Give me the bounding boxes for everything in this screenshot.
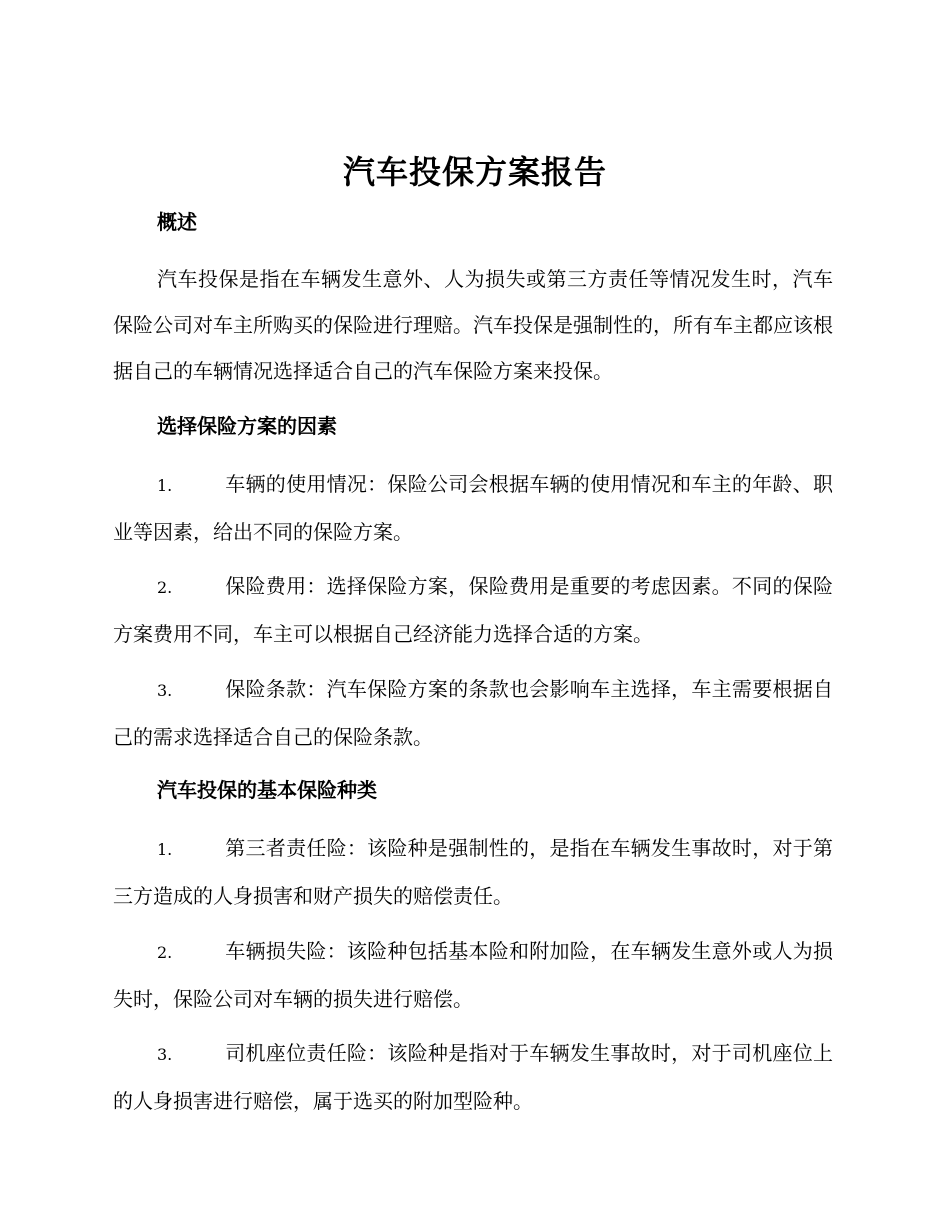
list-number: 2.: [157, 578, 173, 597]
list-item-text: 第三者责任险：该险种是强制性的，是指在车辆发生事故时，对于第三方造成的人身损害和财产损失的赔偿责任。: [113, 836, 833, 908]
section-heading-factors: 选择保险方案的因素: [157, 414, 337, 438]
list-number: 1.: [157, 840, 173, 859]
list-item: [113, 825, 833, 919]
list-number: 1.: [157, 476, 173, 495]
overview-paragraph: 汽车投保是指在车辆发生意外、人为损失或第三方责任等情况发生时，汽车保险公司对车主所购买的保险进行理赔。汽车投保是强制性的，所有车主都应该根据自己的车辆情况选择适合自己的汽车保险方案来投保。: [113, 267, 833, 383]
section-heading-overview: 概述: [157, 210, 197, 234]
list-number: 3.: [157, 1045, 173, 1064]
list-item: [113, 928, 833, 1022]
list-item-text: 保险条款：汽车保险方案的条款也会影响车主选择，车主需要根据自己的需求选择适合自己的保险条款。: [113, 677, 833, 749]
list-number: 3.: [157, 681, 173, 700]
list-item: [113, 1030, 833, 1124]
section-heading-insurance-types: 汽车投保的基本保险种类: [157, 778, 377, 802]
list-item-text: 车辆的使用情况：保险公司会根据车辆的使用情况和车主的年龄、职业等因素，给出不同的保险方案。: [113, 472, 833, 544]
list-item-text: 保险费用：选择保险方案，保险费用是重要的考虑因素。不同的保险方案费用不同，车主可以根据自己经济能力选择合适的方案。: [113, 574, 833, 646]
list-item: [113, 563, 833, 657]
list-item: [113, 666, 833, 760]
document-title: 汽车投保方案报告: [342, 153, 607, 191]
list-number: 2.: [157, 943, 173, 962]
list-item-text: 司机座位责任险：该险种是指对于车辆发生事故时，对于司机座位上的人身损害进行赔偿，属于选买的附加型险种。: [113, 1041, 833, 1113]
list-item-text: 车辆损失险：该险种包括基本险和附加险，在车辆发生意外或人为损失时，保险公司对车辆的损失进行赔偿。: [113, 939, 833, 1011]
list-item: [113, 461, 833, 555]
